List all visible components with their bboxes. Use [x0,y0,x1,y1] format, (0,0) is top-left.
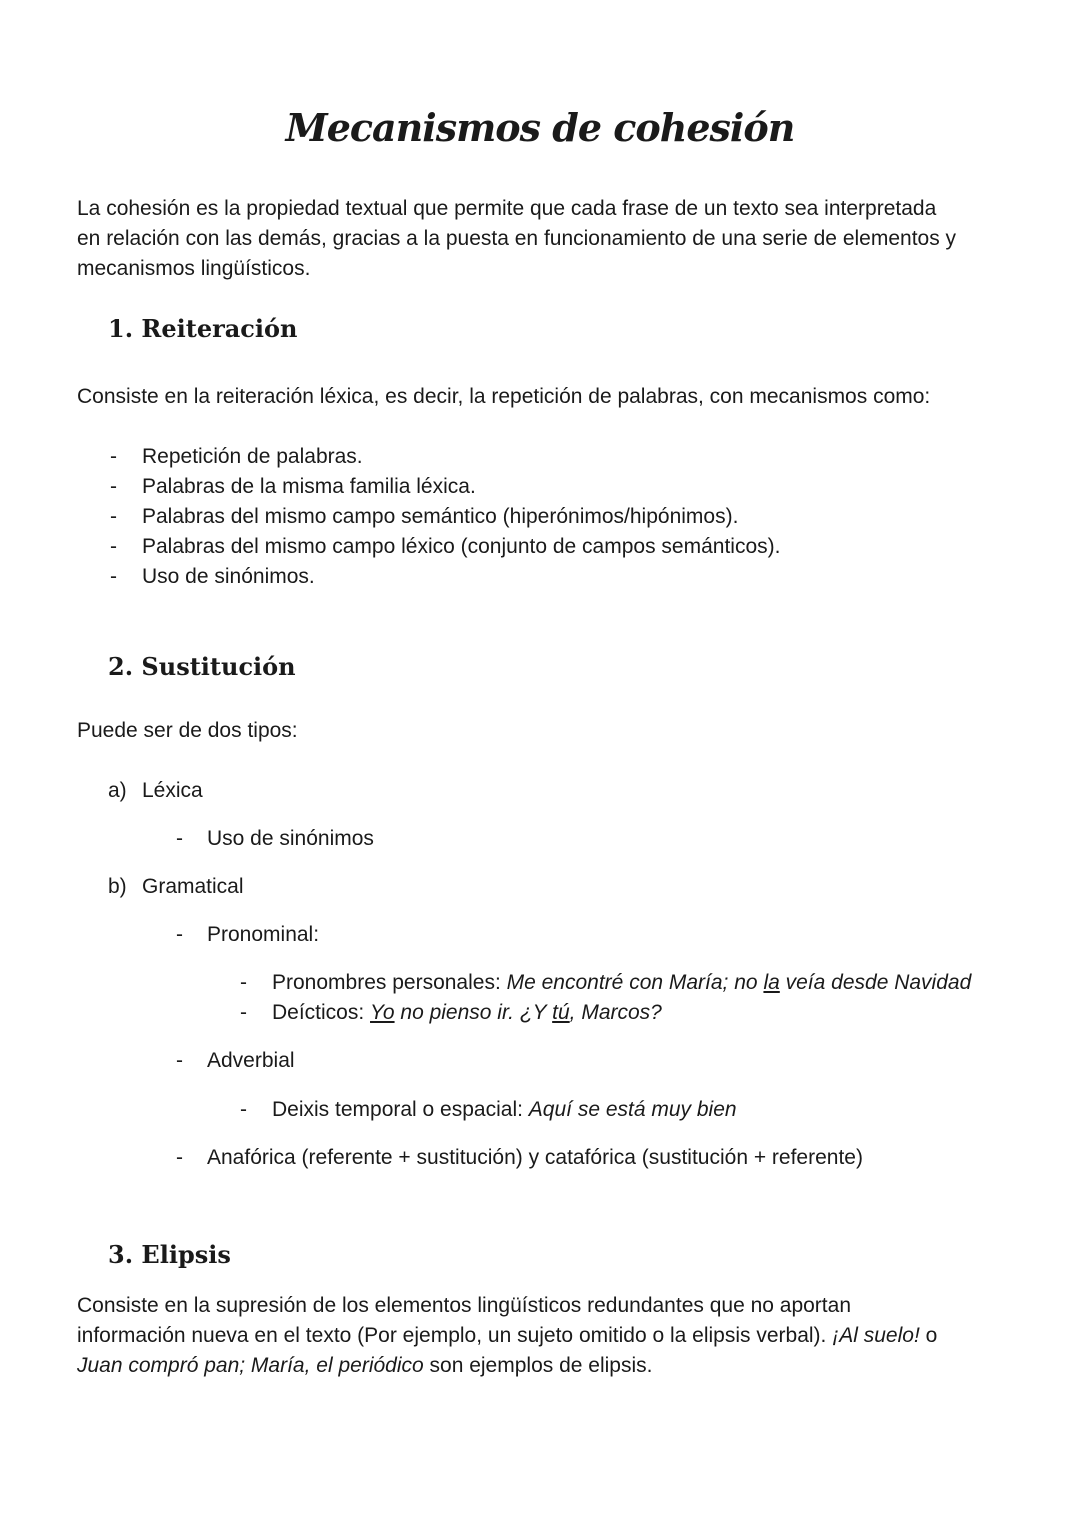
example-underlined: tú [552,1001,570,1024]
list-item: Léxica [142,779,203,802]
intro-line: en relación con las demás, gracias a la puesta en funcionamiento de una serie de elementos y [77,227,957,250]
example-underlined: Yo [370,1001,395,1024]
list-item: Anafórica (referente + sustitución) y catafórica (sustitución + referente) [207,1146,863,1169]
example-text: ¡Al suelo! [832,1324,920,1347]
bullet-dash: - [176,923,183,946]
section-text: Consiste en la reiteración léxica, es decir, la repetición de palabras, con mecanismos como: [77,385,931,408]
section-text [77,1321,937,1351]
list-item [272,1095,737,1125]
bullet-dash: - [240,1001,247,1024]
list-item: Palabras del mismo campo léxico (conjunto de campos semánticos). [142,535,781,558]
list-item: Adverbial [207,1049,295,1072]
bullet-dash: - [176,1049,183,1072]
section-text [77,1351,652,1381]
list-item [272,968,971,998]
item-label: Deixis temporal o espacial: [272,1098,529,1121]
list-marker: a) [108,779,127,802]
example-text: Juan compró pan; María, el periódico [77,1354,424,1377]
section-text: Consiste en la supresión de los elementos lingüísticos redundantes que no aportan [77,1294,851,1317]
section-text: Puede ser de dos tipos: [77,719,298,742]
list-marker: b) [108,875,127,898]
text-segment: o [919,1324,938,1347]
list-item [272,998,662,1028]
example-underlined: la [763,971,780,994]
list-item: Gramatical [142,875,244,898]
example-text: Aquí se está muy bien [528,1098,737,1121]
bullet-dash: - [110,475,117,498]
text-segment: información nueva en el texto (Por ejemplo, un sujeto omitido o la elipsis verbal). [77,1324,833,1347]
bullet-dash: - [240,971,247,994]
bullet-dash: - [110,505,117,528]
item-label: Pronombres personales: [272,971,507,994]
bullet-dash: - [240,1098,247,1121]
item-label: Deícticos: [272,1001,371,1024]
example-text: Me encontré con María; no [506,971,764,994]
bullet-dash: - [110,535,117,558]
intro-line: La cohesión es la propiedad textual que permite que cada frase de un texto sea interpretada [77,197,937,220]
section-heading-reiteracion: 1. Reiteración [108,314,298,343]
example-text: , Marcos? [569,1001,662,1024]
text-segment: son ejemplos de elipsis. [423,1354,653,1377]
list-item: Uso de sinónimos. [142,565,315,588]
bullet-dash: - [110,445,117,468]
section-heading-sustitucion: 2. Sustitución [108,652,296,681]
bullet-dash: - [176,827,183,850]
list-item: Palabras de la misma familia léxica. [142,475,476,498]
page-title: Mecanismos de cohesión [285,105,795,150]
list-item: Uso de sinónimos [207,827,374,850]
list-item: Repetición de palabras. [142,445,363,468]
list-item: Palabras del mismo campo semántico (hiperónimos/hipónimos). [142,505,739,528]
bullet-dash: - [110,565,117,588]
example-text: veía desde Navidad [779,971,972,994]
list-item: Pronominal: [207,923,320,946]
example-text: no pienso ir. ¿Y [394,1001,553,1024]
section-heading-elipsis: 3. Elipsis [108,1240,231,1269]
intro-line: mecanismos lingüísticos. [77,257,311,280]
bullet-dash: - [176,1146,183,1169]
